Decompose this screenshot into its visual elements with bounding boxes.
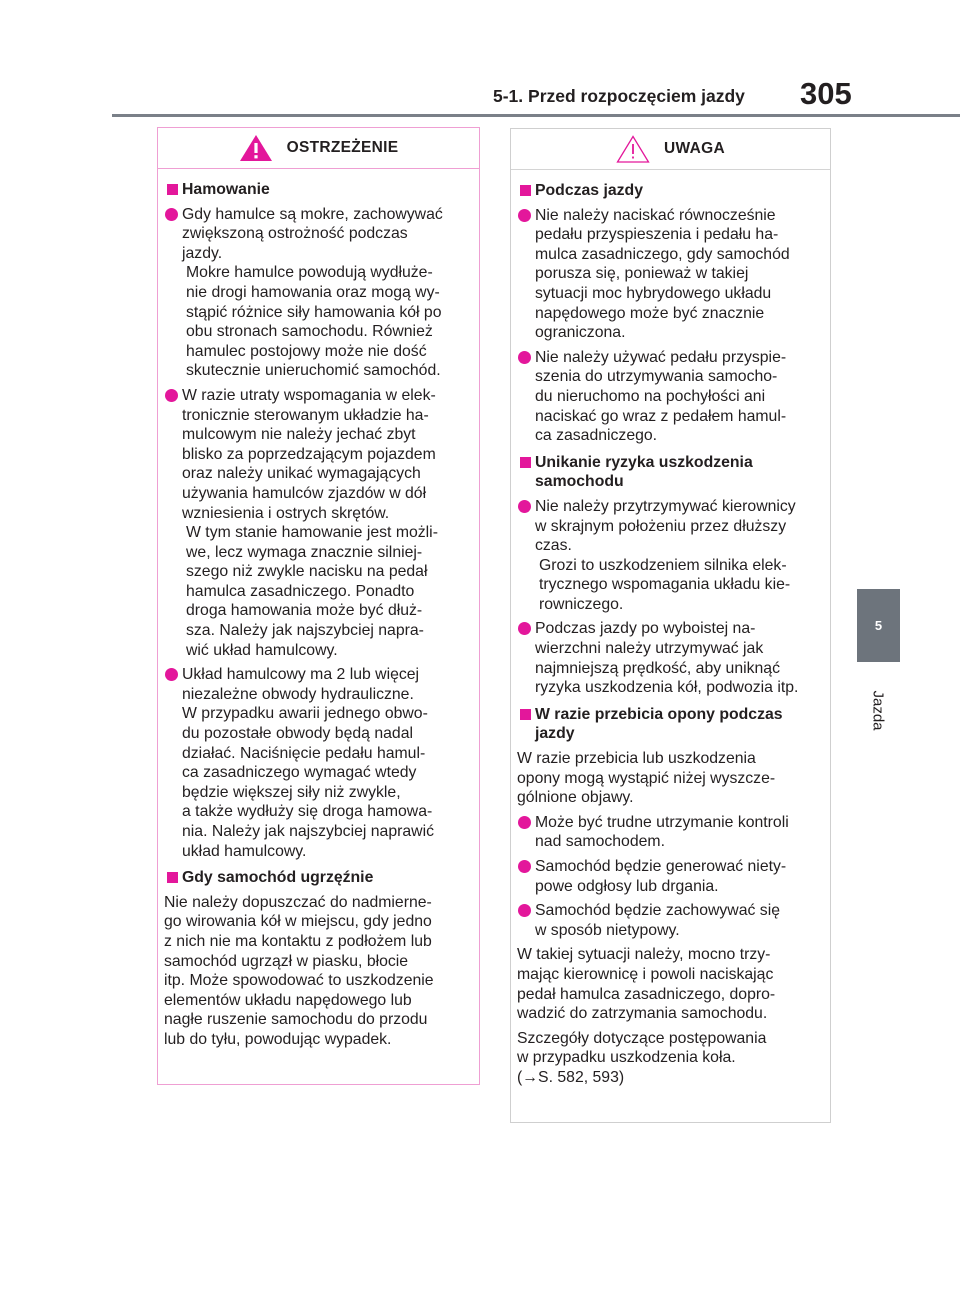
text-line: sza. Należy jak najszybciej napra- (186, 622, 424, 640)
text-line: najmniejszą prędkość, aby uniknąć (535, 659, 780, 677)
circle-bullet-icon (518, 209, 531, 222)
text-line: Unikanie ryzyka uszkodzenia (535, 453, 753, 471)
circle-bullet-icon (518, 622, 531, 635)
text-line: Nie należy naciskać równocześnie (535, 206, 776, 224)
text-line: elementów układu napędowego lub (164, 991, 412, 1009)
section-heading: Hamowanie (164, 180, 473, 200)
text-line: Nie należy używać pedału przyspie- (535, 348, 787, 366)
text-line: tronicznie sterowanym układzie ha- (182, 406, 429, 424)
text-line: w sposób nietypowy. (535, 921, 680, 939)
square-bullet-icon (520, 457, 531, 468)
paragraph (164, 893, 473, 1050)
circle-bullet-icon (165, 668, 178, 681)
text-line: porusza się, ponieważ w takiej (535, 265, 749, 283)
text-line: Nie należy przytrzymywać kierownicy (535, 497, 796, 515)
text-line: W przypadku awarii jednego obwo- (182, 705, 428, 723)
circle-bullet-icon (518, 904, 531, 917)
text-line: Samochód będzie zachowywać się (535, 902, 780, 920)
text-line: W razie przebicia opony podczas (535, 705, 783, 723)
text-line: mulca zasadniczego, gdy samochód (535, 245, 790, 263)
warning-header (158, 128, 479, 169)
text-line: samochodu (535, 473, 624, 491)
square-bullet-icon (167, 184, 178, 195)
text-line: wierzchni należy utrzymywać jak (535, 640, 764, 658)
section-title: 5-1. Przed rozpoczęciem jazdy (493, 86, 745, 106)
text-line: w skrajnym położeniu przez dłuższy (535, 517, 787, 535)
warning-box (157, 127, 480, 1085)
section-heading: Gdy samochód ugrzęźnie (164, 868, 473, 888)
text-line: (→S. 582, 593) (517, 1068, 625, 1086)
text-line: używania hamulców zjazdów w dół (182, 484, 427, 502)
text-line: obu stronach samochodu. Również (186, 323, 433, 341)
text-line: w przypadku uszkodzenia koła. (517, 1049, 736, 1067)
circle-bullet-icon (518, 351, 531, 364)
list-item (517, 901, 824, 940)
list-item (517, 348, 824, 446)
text-line: Szczegóły dotyczące postępowania (517, 1029, 767, 1047)
text-line: W tym stanie hamowanie jest możli- (186, 524, 438, 542)
text-line: mulcowym nie należy jechać zbyt (182, 426, 416, 444)
warning-triangle-icon (239, 134, 273, 162)
list-item (517, 813, 824, 852)
text-line: a także wydłuży się droga hamowa- (182, 803, 433, 821)
text-line: wić układ hamulcowy. (186, 641, 338, 659)
text-line: zwiększoną ostrożność podczas (182, 225, 408, 243)
text-line: działać. Naciśnięcie pedału hamul- (182, 744, 426, 762)
text-line: hamulec postojowy może nie dość (186, 342, 427, 360)
text-line: wzniesienia i ostrych skrętów. (182, 504, 390, 522)
text-line: Grozi to uszkodzeniem silnika elek- (539, 556, 787, 574)
text-line: blisko za poprzedzającym pojazdem (182, 445, 436, 463)
text-line: droga hamowania może być dłuż- (186, 602, 423, 620)
text-line: pedał hamulca zasadniczego, dopro- (517, 985, 776, 1003)
text-line: mając kierownicę i powoli naciskając (517, 965, 774, 983)
text-line: Podczas jazdy po wyboistej na- (535, 620, 756, 638)
chapter-tab[interactable]: 5 (857, 589, 900, 662)
list-item (164, 665, 473, 861)
text-line: wadzić do zatrzymania samochodu. (517, 1005, 768, 1023)
chapter-label: Jazda (869, 690, 887, 731)
page-reference[interactable] (517, 1029, 824, 1088)
square-bullet-icon (520, 185, 531, 196)
text-line: W razie utraty wspomagania w elek- (182, 386, 436, 404)
text-line: rowniczego. (539, 595, 624, 613)
text-line: jazdy. (182, 244, 223, 262)
circle-bullet-icon (518, 860, 531, 873)
square-bullet-icon (520, 709, 531, 720)
circle-bullet-icon (518, 816, 531, 829)
note-header (511, 129, 830, 170)
text-line: Układ hamulcowy ma 2 lub więcej (182, 666, 420, 684)
circle-bullet-icon (165, 389, 178, 402)
list-item (164, 205, 473, 381)
text-line: szego niż zwykle nacisku na pedał (186, 563, 428, 581)
text-line: du nieruchomo na pochyłości ani (535, 387, 766, 405)
warning-title: OSTRZEŻENIE (286, 139, 399, 156)
paragraph (517, 749, 824, 808)
circle-bullet-icon (165, 208, 178, 221)
header-rule (112, 114, 960, 117)
text-line: sytuacji moc hybrydowego układu (535, 284, 772, 302)
note-content (511, 170, 830, 1088)
text-line: itp. Może spowodować to uszkodzenie (164, 972, 434, 990)
section-heading: Podczas jazdy (517, 181, 824, 201)
note-box (510, 128, 831, 1123)
text-line: naciskać go wraz z pedałem hamul- (535, 407, 787, 425)
text-line: samochód ugrzązł w piasku, błocie (164, 952, 409, 970)
text-line: opony mogą wystąpić niżej wyszcze- (517, 769, 776, 787)
text-line: skutecznie unieruchomić samochód. (186, 362, 441, 380)
text-line: ryzyka uszkodzenia kół, podwozia itp. (535, 679, 799, 697)
text-line: W razie przebicia lub uszkodzenia (517, 750, 756, 768)
text-line: napędowego może być znacznie (535, 304, 765, 322)
text-line: powe odgłosy lub drgania. (535, 877, 719, 895)
text-line: trycznego wspomagania układu kie- (539, 576, 791, 594)
section-heading (517, 705, 824, 744)
text-line: ograniczona. (535, 324, 626, 342)
text-line: nad samochodem. (535, 833, 665, 851)
text-line: jazdy (535, 725, 575, 743)
text-line: W takiej sytuacji należy, mocno trzy- (517, 946, 771, 964)
text-line: będzie większej siły niż zwykle, (182, 783, 401, 801)
text-line: Mokre hamulce powodują wydłuże- (186, 264, 433, 282)
text-line: z nich nie ma kontaktu z podłożem lub (164, 932, 432, 950)
text-line: du pozostałe obwody będą nadal (182, 725, 413, 743)
note-title: UWAGA (664, 140, 725, 157)
caution-triangle-icon (616, 135, 650, 163)
text-line: pedału przyspieszenia i pedału ha- (535, 226, 779, 244)
text-line: lub do tyłu, powodując wypadek. (164, 1030, 392, 1048)
text-line: nie drogi hamowania oraz mogą wy- (186, 283, 440, 301)
page-header (0, 0, 960, 120)
paragraph (517, 945, 824, 1023)
list-item (517, 206, 824, 343)
circle-bullet-icon (518, 500, 531, 513)
text-line: stąpić różnice siły hamowania kół po (186, 303, 442, 321)
list-item (517, 497, 824, 615)
text-line: Gdy hamulce są mokre, zachowywać (182, 205, 443, 223)
page-number: 305 (800, 76, 852, 111)
square-bullet-icon (167, 872, 178, 883)
text-line: nagłe ruszenie samochodu do przodu (164, 1011, 428, 1029)
text-line: ca zasadniczego wymagać wtedy (182, 764, 417, 782)
text-line: Samochód będzie generować niety- (535, 858, 787, 875)
list-item (164, 386, 473, 660)
text-line: Nie należy dopuszczać do nadmierne- (164, 893, 432, 911)
text-line: go wirowania kół w miejscu, gdy jedno (164, 913, 432, 931)
text-line: układ hamulcowy. (182, 842, 307, 860)
list-item (517, 619, 824, 697)
section-heading (517, 453, 824, 492)
text-line: szenia do utrzymywania samocho- (535, 368, 778, 386)
chapter-tab-label (868, 672, 888, 752)
text-line: Może być trudne utrzymanie kontroli (535, 813, 789, 831)
list-item (517, 857, 824, 896)
text-line: hamulca zasadniczego. Ponadto (186, 582, 415, 600)
warning-content (158, 169, 479, 1050)
text-line: nia. Należy jak najszybciej naprawić (182, 823, 434, 840)
text-line: gólnione objawy. (517, 789, 634, 807)
text-line: czas. (535, 537, 572, 555)
text-line: oraz należy unikać wymagających (182, 465, 421, 483)
text-line: ca zasadniczego. (535, 427, 658, 445)
text-line: we, lecz wymaga znacznie silniej- (186, 543, 423, 561)
text-line: niezależne obwody hydrauliczne. (182, 685, 414, 703)
